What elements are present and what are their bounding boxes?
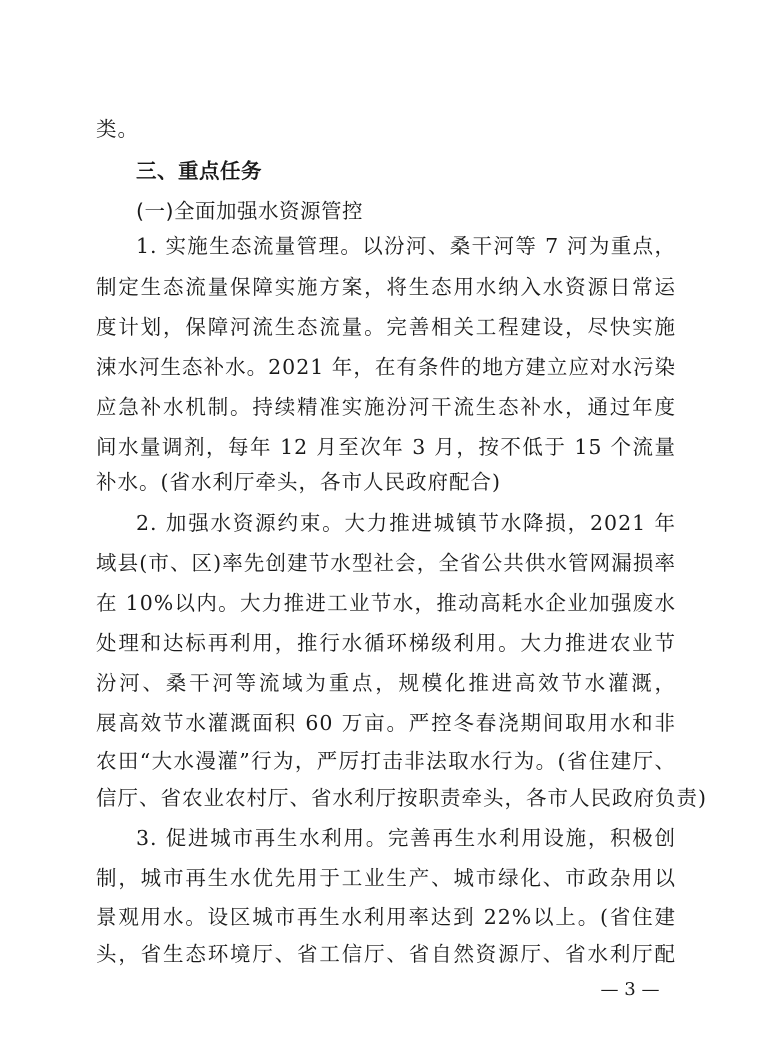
paragraph-line: 应急补水机制。持续精准实施汾河干流生态补水，通过年度: [96, 395, 676, 419]
paragraph-line: 处理和达标再利用，推行水循环梯级利用。大力推进农业节: [96, 631, 676, 655]
paragraph-line: 涑水河生态补水。2021 年，在有条件的地方建立应对水污染: [96, 355, 676, 379]
section-heading: 三、重点任务: [136, 159, 262, 183]
paragraph-line: 1. 实施生态流量管理。以汾河、桑干河等 7 河为重点，: [136, 234, 676, 258]
paragraph-line: 补水。(省水利厅牵头，各市人民政府配合): [96, 470, 501, 494]
paragraph-line: 类。: [96, 117, 139, 141]
paragraph-line: 头，省生态环境厅、省工信厅、省自然资源厅、省水利厅配: [96, 942, 676, 966]
subsection-heading: (一)全面加强水资源管控: [136, 199, 363, 223]
paragraph-line: 域县(市、区)率先创建节水型社会，全省公共供水管网漏损率: [96, 551, 676, 575]
paragraph-line: 度计划，保障河流生态流量。完善相关工程建设，尽快实施: [96, 315, 676, 339]
paragraph-line: 景观用水。设区城市再生水利用率达到 22%以上。(省住建: [96, 905, 676, 929]
paragraph-line: 间水量调剂，每年 12 月至次年 3 月，按不低于 15 个流量: [96, 435, 676, 459]
paragraph-line: 在 10%以内。大力推进工业节水，推动高耗水企业加强废水: [96, 591, 676, 615]
paragraph-line: 2. 加强水资源约束。大力推进城镇节水降损，2021 年: [136, 511, 676, 535]
paragraph-line: 农田“大水漫灌”行为，严厉打击非法取水行为。(省住建厅、: [96, 749, 676, 773]
paragraph-line: 展高效节水灌溉面积 60 万亩。严控冬春浇期间取用水和非: [96, 711, 676, 735]
paragraph-line: 制，城市再生水优先用于工业生产、城市绿化、市政杂用以: [96, 866, 676, 890]
page-number: — 3 —: [600, 979, 660, 1000]
paragraph-line: 汾河、桑干河等流域为重点，规模化推进高效节水灌溉，: [96, 671, 676, 695]
paragraph-line: 信厅、省农业农村厅、省水利厅按职责牵头，各市人民政府负责): [96, 786, 707, 810]
paragraph-line: 制定生态流量保障实施方案，将生态用水纳入水资源日常运: [96, 275, 676, 299]
paragraph-line: 3. 促进城市再生水利用。完善再生水利用设施，积极创: [136, 826, 676, 850]
